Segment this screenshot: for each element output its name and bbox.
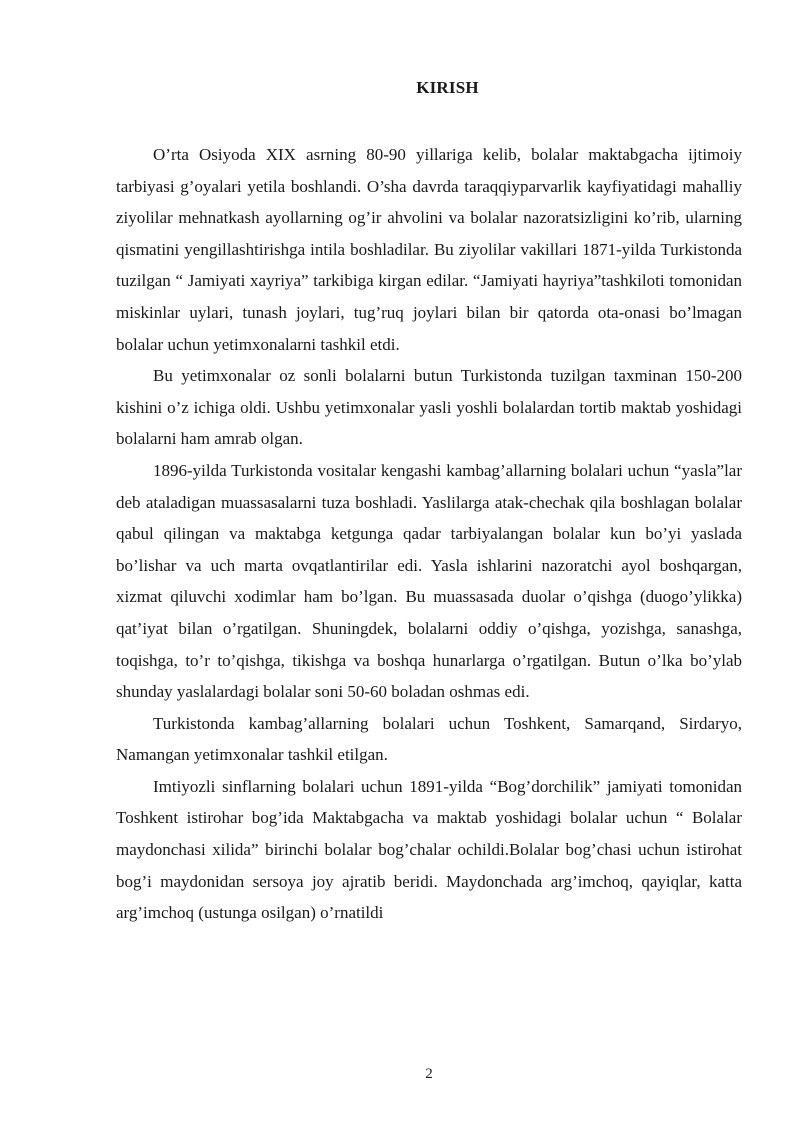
paragraph-3: 1896-yilda Turkistonda vositalar kengashi kambag’allarning bolalari uchun “yasla”lar deb ataladigan muassasalarni tuza boshladi. Yaslilarga atak-chechak qila boshlagan bolalar qabul qilingan va maktabga ketgunga qadar tarbiyalangan bolalar kun bo’yi yaslada bo’lishar va uch marta ovqatlantirilar edi. Yasla ishlarini nazoratchi ayol boshqargan, xizmat qiluvchi xodimlar ham bo’lgan. Bu muassasada duolar o’qishga (duogo’ylikka) qat’iyat bilan o’rgatilgan. Shuningdek, bolalarni oddiy o’qishga, yozishga, sanashga, toqishga, to’r to’qishga, tikishga va boshqa hunarlarga o’rgatilgan. Butun o’lka bo’ylab shunday yaslalardagi bolalar soni 50-60 boladan oshmas edi. (116, 460, 742, 702)
page-number: 2 (425, 1066, 433, 1082)
paragraph-4: Turkistonda kambag’allarning bolalari uchun Toshkent, Samarqand, Sirdaryo, Namangan yetimxonalar tashkil etilgan. (116, 713, 742, 765)
paragraph-5: Imtiyozli sinflarning bolalari uchun 1891-yilda “Bog’dorchilik” jamiyati tomonidan Toshkent istirohar bog’ida Maktabgacha va maktab yoshidagi bolalar uchun “ Bolalar maydonchasi xilida” birinchi bolalar bog’chalar ochildi.Bolalar bog’chasi uchun istirohat bog’i maydonidan sersoya joy ajratib beridi. Maydonchada arg’imchoq, qayiqlar, katta arg’imchoq (ustunga osilgan) o’rnatildi (116, 776, 742, 923)
page-title: KIRISH (416, 78, 479, 97)
body-text (116, 139, 742, 929)
paragraph-2: Bu yetimxonalar oz sonli bolalarni butun Turkistonda tuzilgan taxminan 150-200 kishini o’z ichiga oldi. Ushbu yetimxonalar yasli yoshli bolalardan tortib maktab yoshidagi bolalarni ham amrab olgan. (116, 366, 742, 449)
paragraph-1: O’rta Osiyoda XIX asrning 80-90 yillariga kelib, bolalar maktabgacha ijtimoiy tarbiyasi g’oyalari yetila boshlandi. O’sha davrda taraqqiyparvarlik kayfiyatidagi mahalliy ziyolilar mehnatkash ayollarning og’ir ahvolini va bolalar nazoratsizligini ko’rib, ularning qismatini yengillashtirishga intila boshladilar. Bu ziyolilar vakillari 1871-yilda Turkistonda tuzilgan “ Jamiyati xayriya” tarkibiga kirgan edilar. “Jamiyati hayriya”tashkiloti tomonidan miskinlar uylari, tunash joylari, tug’ruq joylari bilan bir qatorda ota-onasi bo’lmagan bolalar uchun yetimxonalarni tashkil etdi. (116, 145, 742, 354)
